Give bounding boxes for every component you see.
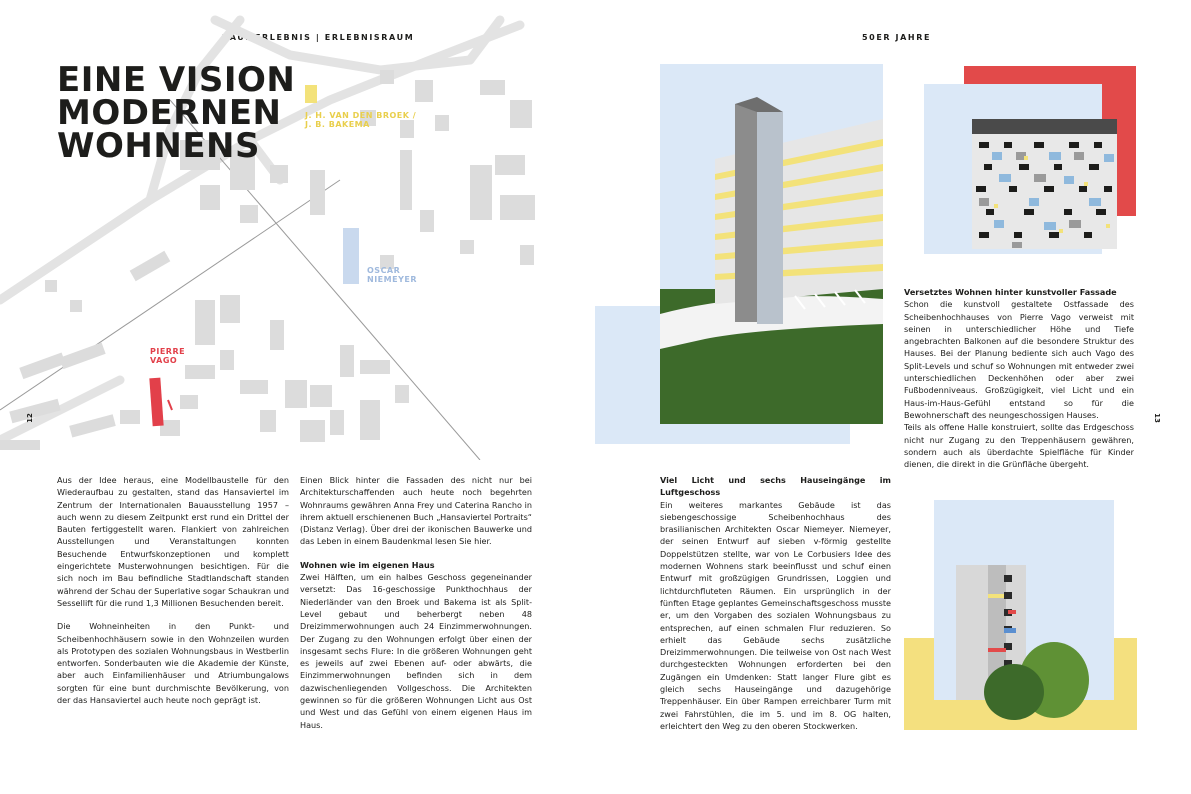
map-label-vago-line1: PIERRE [150, 347, 186, 356]
title-line-3: WOHNENS [57, 126, 260, 166]
vago-illustration [924, 64, 1136, 254]
map-label-vago-line2: VAGO [150, 356, 178, 365]
running-header-right: 50ER JAHRE [862, 33, 932, 42]
text-column-2 [300, 474, 532, 742]
paragraph: Schon die kunstvoll gestaltete Ostfassade des Scheibenhochhauses von Pierre Vago verweist mit seinen in unterschiedlicher Höhe und Tiefe angebrachten Balkonen auf die besondere Struktur des Hauses. Bei der Planung bediente sich auch Vago des Split-Levels und schuf so Wohnungen mit entweder zwei unterschiedlichen Deckenhöhen oder aber zwei Fußbodenniveaus. Großzügigkeit, viel Licht und ein Haus-im-Haus-Gefühl entstand so für die Bewohnerschaft des neungeschossigen Hauses. [904, 299, 1134, 420]
title-line-2: MODERNEN [57, 93, 282, 133]
text-column-3 [660, 474, 891, 743]
map-label-broek [305, 111, 416, 129]
broek-illustration [904, 500, 1137, 730]
niemeyer-building [343, 228, 359, 284]
paragraph: Zwei Hälften, um ein halbes Geschoss gegeneinander versetzt: Das 16-geschossige Punkthochhaus der Niederländer van den Broek und Bakema ist als Split-Level gebaut und beherbergt neben 48 Dreizimmerwohnungen auch 24 Einzimmerwohnungen. Der Zugang zu den Wohnungen erfolgt über einen der insgesamt sechs Flure: In die größeren Wohnungen geht es jeweils auf zwei Ebenen auf- oder abwärts, die Einzimmerwohnungen befinden sich in dem dazwischenliegenden Vollgeschoss. Die Architekten gewinnen so für die größeren Wohnungen Licht aus Ost und West und das Gefühl von einem eigenen Haus im Haus. [300, 572, 532, 730]
title-line-1: EINE VISION [57, 60, 296, 100]
section-heading: Viel Licht und sechs Hauseingänge im Luftgeschoss [660, 475, 891, 498]
text-column-1 [57, 474, 289, 717]
page-number-left: 12 [25, 413, 34, 423]
paragraph: Aus der Idee heraus, eine Modellbaustelle für den Wiederaufbau zu gestalten, stand das Hansaviertel im Zentrum der Internationalen Bauausstellung 1957 – auch wenn zu diesem Zeitpunkt erst rund ein Drittel der Bauten fertiggestellt waren. Flankiert von zahlreichen Ausstellungen und Veranstaltungen konnten Besuchende Entwurfskonzeptionen und komplett eingerichtete Musterwohnungen besichtigen. Für die sich noch im Bau befindliche Stadtlandschaft standen während der Schau der Superlative sogar Schaukran und Sessellift für die rund 1,3 Millionen Besuchenden bereit. [57, 475, 289, 608]
section-heading: Wohnen wie im eigenen Haus [300, 559, 435, 570]
tree-left [984, 664, 1044, 720]
paragraph: Die Wohneinheiten in den Punkt- und Scheibenhochhäusern sowie in den Wohnzeilen wurden als Prototypen des sozialen Wohnungsbaus in Westberlin entworfen. Sonderbauten wie die Akademie der Künste, aber auch Einfamilienhäuser und Atriumbungalows sorgten für eine bunt durchmischte Bevölkerung, von der das Hansaviertel auch heute noch geprägt ist. [57, 621, 289, 706]
text-column-4 [904, 286, 1134, 481]
page-title [57, 60, 296, 166]
map-label-broek-line2: J. B. BAKEMA [305, 120, 370, 129]
paragraph: Ein weiteres markantes Gebäude ist das siebengeschossige Scheibenhochhaus des brasilianischen Architekten Oscar Niemeyer. Niemeyer, der seinen Entwurf auf sieben v-förmig gestellte Doppelstützen stellte, war von Le Corbusiers Idee des modernen Wohnens stark beeinflusst und schuf einen Entwurf mit großzügigen Grundrissen, Loggien und lichtdurchfluteten Räumen. Ein ursprünglich in der fünften Etage geplantes Gemeinschaftsgeschoss musste er, um den Vorgaben des sozialen Wohnungsbaus zu entsprechen, auf einen schmalen Flur reduzieren. So erhielt das Gebäude sechs zusätzliche Dreizimmerwohnungen. Die teilweise von Ost nach West durchgesteckten Wohnungen erforderten bei den Zugängen ein Umdenken: Statt langer Flure gibt es gleich sechs Hauseingänge und dazugehörige Treppenhäuser. Ein über Rampen erreichbarer Turm mit zwei Fahrstühlen, die im 5. und im 8. OG halten, erleichtert den Weg zu den oberen Stockwerken. [660, 499, 891, 731]
paragraph: Einen Blick hinter die Fassaden des nicht nur bei Architekturschaffenden auch heute noch begehrten Wohnraums gewähren Anna Frey und Caterina Rancho in ihrem aktuell erschienenen Buch „Hansaviertel Portraits“ (Distanz Verlag). Über drei der ikonischen Bauwerke und das Leben in einem Baudenkmal lesen Sie hier. [300, 475, 532, 547]
map-label-niemeyer-line1: OSCAR [367, 266, 401, 275]
running-header-left: RAUMERLEBNIS | ERLEBNISRAUM [222, 33, 415, 42]
section-heading: Versetztes Wohnen hinter kunstvoller Fassade [904, 287, 1117, 297]
niemeyer-illustration [595, 64, 895, 444]
page-number-right: 13 [1152, 413, 1161, 423]
paragraph: Teils als offene Halle konstruiert, sollte das Erdgeschoss nicht nur Zugang zu den Treppenhäusern gewähren, sondern auch als überdachte Spielfläche für Kinder dienen, die direkt in die Grünfläche übergeht. [904, 422, 1134, 470]
map-label-niemeyer-line2: NIEMEYER [367, 275, 417, 284]
map-label-niemeyer [367, 266, 417, 284]
vago-building [149, 378, 163, 427]
map-label-broek-line1: J. H. VAN DEN BROEK / [305, 111, 417, 120]
broek-building [305, 85, 317, 103]
map-label-vago [150, 347, 185, 365]
